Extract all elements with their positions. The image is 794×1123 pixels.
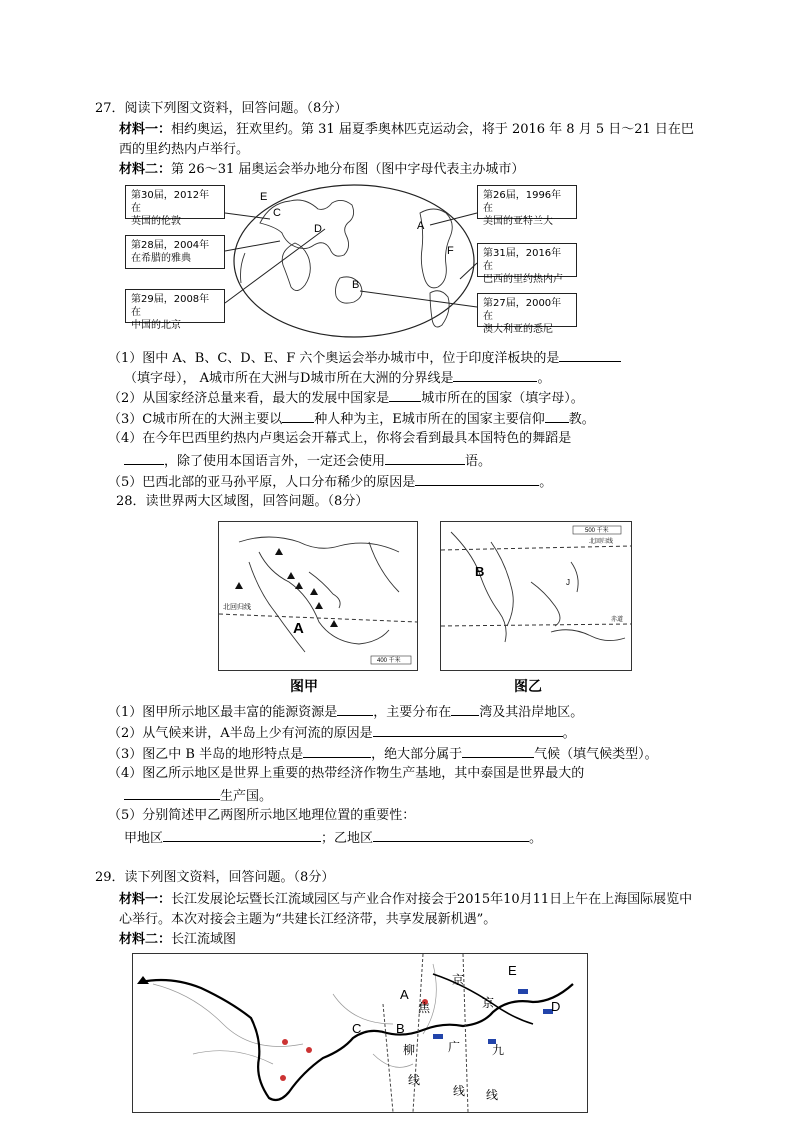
yangtze-basin-map	[132, 953, 588, 1113]
middle-east-graphic	[219, 522, 417, 670]
q28-heading: 28．读世界两大区域图，回答问题。（8分）	[116, 494, 369, 509]
map-letter-j: J	[566, 578, 570, 587]
tropic-label: 北回归线	[589, 539, 614, 545]
olympic-box-athens: 第28届，2004年 在希腊的雅典	[125, 235, 225, 269]
q28-part-2: （2）从气候来讲，A半岛上少有河流的原因是 。	[108, 726, 576, 741]
answer-blank[interactable]	[124, 452, 164, 465]
olympic-box-london: 第30届，2012年在 英国的伦敦	[125, 185, 225, 219]
answer-blank[interactable]	[415, 473, 539, 486]
answer-blank[interactable]	[451, 703, 479, 716]
material-label: 材料一：	[119, 892, 172, 907]
q27-part-1: （1）图中 A、B、C、D、E、F 六个奥运会举办城市中，位于印度洋板块的是	[108, 349, 621, 367]
map-letter-b: B	[475, 564, 485, 579]
q27-part-1-cont: （填字母）， A城市所在大洲与D城市所在大洲的分界线是 。	[124, 371, 551, 386]
figure-caption-a: 图甲	[290, 679, 318, 695]
olympic-box-rio: 第31届，2016年在 巴西的里约热内卢	[477, 243, 577, 277]
answer-blank[interactable]	[462, 745, 534, 758]
answer-blank[interactable]	[453, 369, 537, 382]
answer-blank[interactable]	[545, 410, 569, 423]
q29-material-1-cont: 心举行。本次对接会主题为“共建长江经济带，共享发展新机遇”。	[119, 912, 497, 927]
map-letter-c: C	[352, 1021, 362, 1036]
map-letter-a: A	[417, 220, 425, 232]
olympic-box-beijing: 第29届，2008年在 中国的北京	[125, 289, 225, 323]
map-letter-d: D	[314, 223, 322, 235]
q27-part-3: （3）C城市所在的大洲主要以 种人种为主，E城市所在的国家主要信仰 教。	[108, 412, 595, 427]
q27-heading: 27．阅读下列图文资料，回答问题。（8分）	[95, 101, 348, 116]
railway-label-xian: 线	[486, 1088, 499, 1102]
answer-blank[interactable]	[385, 452, 465, 465]
answer-blank[interactable]	[282, 410, 314, 423]
map-middle-east	[218, 521, 418, 671]
q27-material-1-cont: 西的里约热内卢举行。	[119, 142, 250, 157]
answer-blank[interactable]	[373, 724, 563, 737]
q27-part-5: （5）巴西北部的亚马孙平原，人口分布稀少的原因是 。	[108, 475, 553, 490]
q27-material-2: 材料二：第 26～31 届奥运会举办地分布图（图中字母代表主办城市）	[119, 162, 525, 177]
olympic-box-atlanta: 第26届，1996年在 美国的亚特兰大	[477, 185, 577, 219]
map-letter-b: B	[352, 279, 360, 291]
q27-material-1: 材料一：相约奥运，狂欢里约。第 31 届夏季奥林匹克运动会，将于 2016 年 8 月 5 日～21 日在巴	[119, 122, 694, 137]
map-letter-e: E	[260, 191, 268, 203]
railway-label-jiu: 九	[492, 1043, 505, 1057]
answer-blank[interactable]	[373, 829, 529, 842]
scale-label: 500 千米	[585, 528, 609, 534]
map-letter-e: E	[508, 963, 517, 978]
map-letter-a: A	[293, 620, 304, 637]
equator-label: 赤道	[611, 617, 624, 623]
map-letter-b: B	[396, 1021, 405, 1036]
scale-label: 400 千米	[377, 658, 401, 664]
q27-part-4: （4）在今年巴西里约热内卢奥运会开幕式上，你将会看到最具本国特色的舞蹈是	[108, 431, 572, 446]
q28-part-3: （3）图乙中 B 半岛的地形特点是 ，绝大部分属于 气候（填气候类型）。	[108, 747, 658, 762]
railway-label-xian: 线	[453, 1084, 466, 1098]
q28-part-5-cont: 甲地区 ；乙地区 。	[124, 831, 543, 846]
railway-label-guang: 广	[448, 1040, 461, 1054]
q29-material-1: 材料一：长江发展论坛暨长江流域园区与产业合作对接会于2015年10月11日上午在上海国际展览中	[119, 892, 693, 907]
railway-label-xian: 线	[408, 1073, 421, 1087]
answer-blank[interactable]	[559, 349, 621, 362]
answer-blank[interactable]	[303, 745, 371, 758]
map-southeast-asia	[440, 521, 632, 671]
railway-label-jing: 京	[482, 996, 495, 1010]
q28-part-4: （4）图乙所示地区是世界上重要的热带经济作物生产基地，其中泰国是世界最大的	[108, 766, 585, 781]
map-letter-a: A	[400, 987, 409, 1002]
q27-part-2: （2）从国家经济总量来看，最大的发展中国家是 城市所在的国家（填字母）。	[108, 391, 584, 406]
tropic-label: 北回归线	[223, 604, 251, 611]
olympic-box-sydney: 第27届，2000年在 澳大利亚的悉尼	[477, 293, 577, 327]
q29-material-2: 材料二：长江流域图	[119, 932, 237, 947]
q28-part-5: （5）分别简述甲乙两图所示地区地理位置的重要性：	[108, 808, 416, 823]
railway-label-liu: 柳	[403, 1043, 416, 1057]
answer-blank[interactable]	[163, 829, 321, 842]
q27-part-4-cont: ，除了使用本国语言外，一定还会使用 语。	[124, 452, 491, 470]
material-label: 材料二：	[119, 162, 172, 177]
answer-blank[interactable]	[124, 787, 220, 800]
map-letter-c: C	[273, 207, 281, 219]
q29-heading: 29．读下列图文资料，回答问题。（8分）	[95, 870, 335, 885]
q28-part-1: （1）图甲所示地区最丰富的能源资源是 ，主要分布在 湾及其沿岸地区。	[108, 705, 584, 720]
railway-label-jing: 京	[452, 973, 465, 987]
answer-blank[interactable]	[389, 389, 421, 402]
answer-blank[interactable]	[337, 703, 373, 716]
figure-caption-b: 图乙	[514, 679, 542, 695]
map-letter-d: D	[551, 999, 561, 1014]
material-label: 材料二：	[119, 932, 172, 947]
railway-label-jiao: 焦	[418, 1001, 431, 1015]
olympic-world-map	[120, 183, 580, 338]
q28-part-4-cont: 生产国。	[124, 787, 272, 805]
map-letter-f: F	[447, 245, 454, 257]
material-label: 材料一：	[119, 122, 172, 137]
